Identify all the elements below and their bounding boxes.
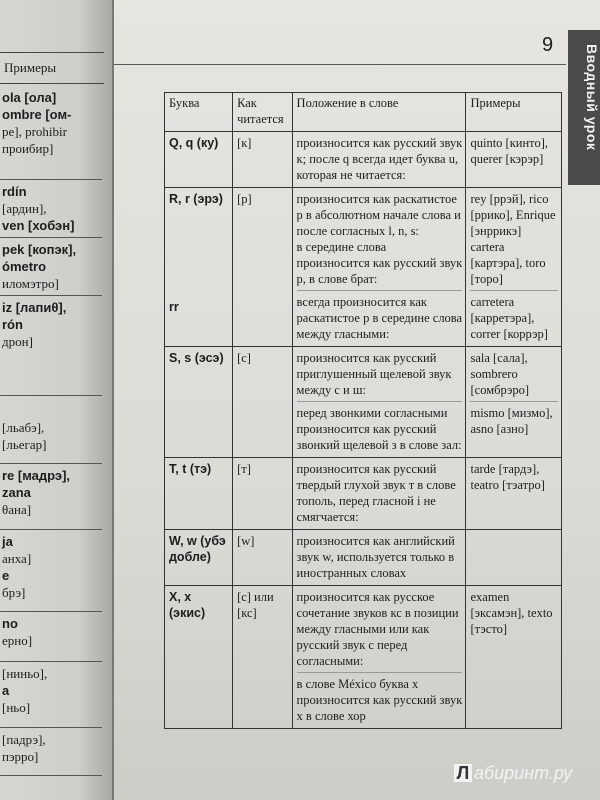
- sound-cell: [т]: [233, 458, 292, 530]
- left-cell: no ерно]: [0, 612, 102, 662]
- left-cell: rdín [ардин], ven [хобэн]: [0, 180, 102, 238]
- header-letter: Буква: [165, 93, 233, 132]
- letter-cell: Q, q (ку): [169, 136, 219, 150]
- position-cell: произносится как русский звук к; после q всегда идет буква u, которая не читается:: [292, 132, 466, 188]
- labirint-logo-icon: Л: [454, 764, 472, 782]
- position-cell-2: в середине слова произносится как русский звук р, в слове брат:: [296, 240, 463, 286]
- position-cell-2: в слове México буква x произносится как русский звук х в слове хор: [297, 672, 463, 724]
- left-column-header: Примеры: [0, 52, 104, 84]
- table-row: [165, 132, 562, 188]
- page-number: 9: [542, 34, 554, 56]
- sound-cell: [к]: [233, 132, 292, 188]
- examples-cell: quinto [кинто], querer [кэрэр]: [466, 132, 562, 188]
- left-cell: [ниньо], а [ньо]: [0, 662, 102, 728]
- position-cell: произносится как русский твердый глухой звук т в слове тополь, перед гласной i не смягчается:: [292, 458, 466, 530]
- position-cell: произносится как русское сочетание звуков кс в позиции между гласными или как русский звук с перед согласными:: [296, 590, 459, 668]
- header-position: Положение в слове: [292, 93, 466, 132]
- left-examples-column: [0, 86, 102, 776]
- table-row: [165, 188, 562, 347]
- pronunciation-table: [164, 92, 562, 729]
- letter-cell: S, s (эсэ): [169, 351, 224, 365]
- header-rule: [114, 64, 566, 65]
- header-examples: Примеры: [466, 93, 562, 132]
- table-header-row: [165, 93, 562, 132]
- left-cell: iz [лапиθ], rón дрон]: [0, 296, 102, 396]
- position-cell: произносится как русский приглушенный щелевой звук между с и ш:: [296, 351, 452, 397]
- sound-cell: [р]: [233, 188, 292, 347]
- position-cell-2: перед звонкими согласными произносится как русский звонкий щелевой з в слове зал:: [297, 401, 463, 453]
- left-cell: ja анха] е брэ]: [0, 530, 102, 612]
- examples-cell: [466, 530, 562, 586]
- examples-cell-2: cartera [картэра], toro [торо]: [470, 240, 546, 286]
- examples-cell: examen [эксамэн], texto [тэсто]: [470, 590, 553, 636]
- chapter-side-tab: Вводный урок: [568, 30, 600, 185]
- position-cell: произносится как раскатистое р в абсолютном начале слова и после согласных l, n, s:: [296, 192, 461, 238]
- position-cell-3: всегда произносится как раскатистое р в середине слова между гласными:: [297, 290, 463, 342]
- letter-cell: T, t (тэ): [169, 462, 212, 476]
- letter-cell: W, w (убэ добле): [169, 534, 226, 564]
- sound-cell: [с]: [233, 347, 292, 458]
- left-cell: [падрэ], пэрро]: [0, 728, 102, 776]
- table-row: [165, 530, 562, 586]
- watermark: Л абиринт.ру: [454, 763, 572, 784]
- left-cell: pek [копэк], ómetro иломэтро]: [0, 238, 102, 296]
- left-cell: ola [ола] ombre [ом- ре], prohibir проибир]: [0, 86, 102, 180]
- table-row: [165, 586, 562, 729]
- examples-cell-2: mismo [мизмо], asno [азно]: [470, 401, 558, 437]
- examples-cell: sala [сала], sombrero [сомбрэро]: [470, 351, 530, 397]
- letter-cell: X, x (экис): [169, 590, 206, 620]
- header-sound: Как читается: [233, 93, 292, 132]
- examples-cell-3: carretera [карретэра], correr [коррэр]: [470, 290, 558, 342]
- left-page: [0, 0, 114, 800]
- left-cell: [льабэ], [льегар]: [0, 416, 102, 464]
- sound-cell: [с] или [кс]: [233, 586, 292, 729]
- table-row: [165, 347, 562, 458]
- letter-cell: R, r (эрэ): [169, 192, 223, 206]
- table-row: [165, 458, 562, 530]
- left-cell: re [мадрэ], zana θана]: [0, 464, 102, 530]
- letter-cell-rr: rr: [169, 300, 179, 314]
- right-page: [114, 0, 600, 800]
- examples-cell: rey [ррэй], rico [ррико], Enrique [энррикэ]: [470, 192, 556, 238]
- sound-cell: [w]: [233, 530, 292, 586]
- position-cell: произносится как английский звук w, используется только в иностранных словах: [292, 530, 466, 586]
- examples-cell: tarde [тардэ], teatro [тэатро]: [466, 458, 562, 530]
